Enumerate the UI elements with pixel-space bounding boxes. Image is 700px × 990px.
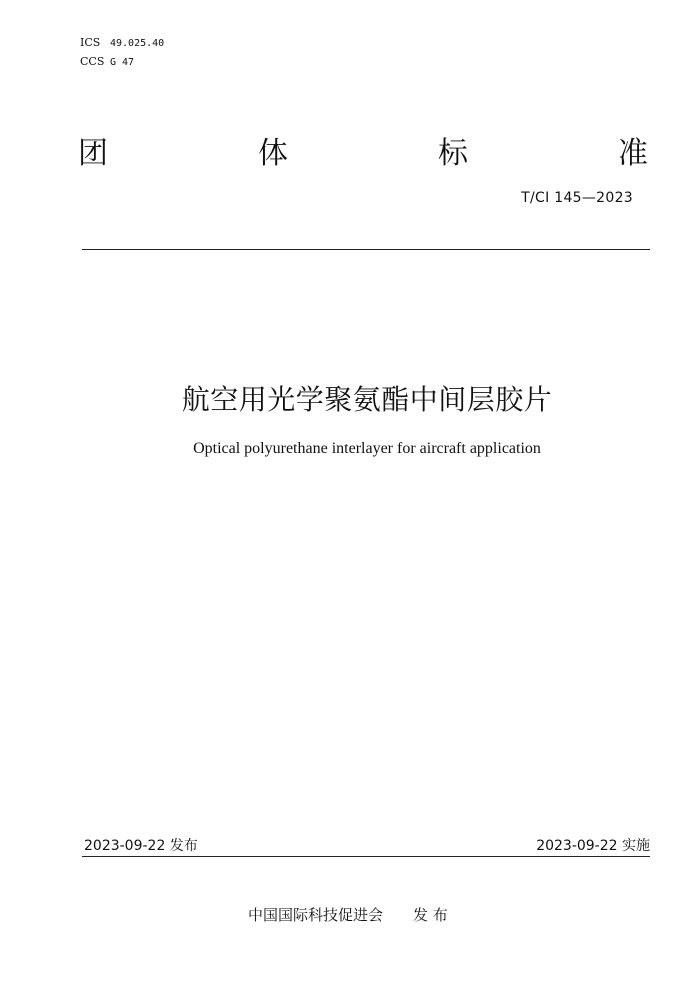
doc-type-char-1: 团 xyxy=(78,136,108,171)
publish-date: 2023-09-22 发布 xyxy=(84,838,198,854)
bottom-divider xyxy=(82,856,650,857)
ccs-line xyxy=(80,53,164,72)
implementation-date: 2023-09-22 实施 xyxy=(536,838,650,854)
doc-type-char-4: 准 xyxy=(618,136,648,171)
top-divider xyxy=(82,249,650,250)
standard-number: T/CI 145—2023 xyxy=(521,190,633,206)
ics-label: ICS xyxy=(80,36,101,49)
doc-type-char-3: 标 xyxy=(438,136,468,171)
issuer-name: 中国国际科技促进会 xyxy=(248,906,384,924)
issuer-action: 发 布 xyxy=(413,906,448,924)
document-type-heading xyxy=(78,132,648,176)
ccs-value: G 47 xyxy=(110,57,135,68)
classification-codes xyxy=(80,34,164,72)
issuer xyxy=(248,904,448,925)
doc-type-char-2: 体 xyxy=(258,136,288,171)
title-english: Optical polyurethane interlayer for aircraft application xyxy=(193,440,541,457)
ics-line xyxy=(80,34,164,53)
ics-value: 49.025.40 xyxy=(110,38,165,49)
ccs-label: CCS xyxy=(80,55,105,68)
title-chinese: 航空用光学聚氨酯中间层胶片 xyxy=(181,383,553,416)
